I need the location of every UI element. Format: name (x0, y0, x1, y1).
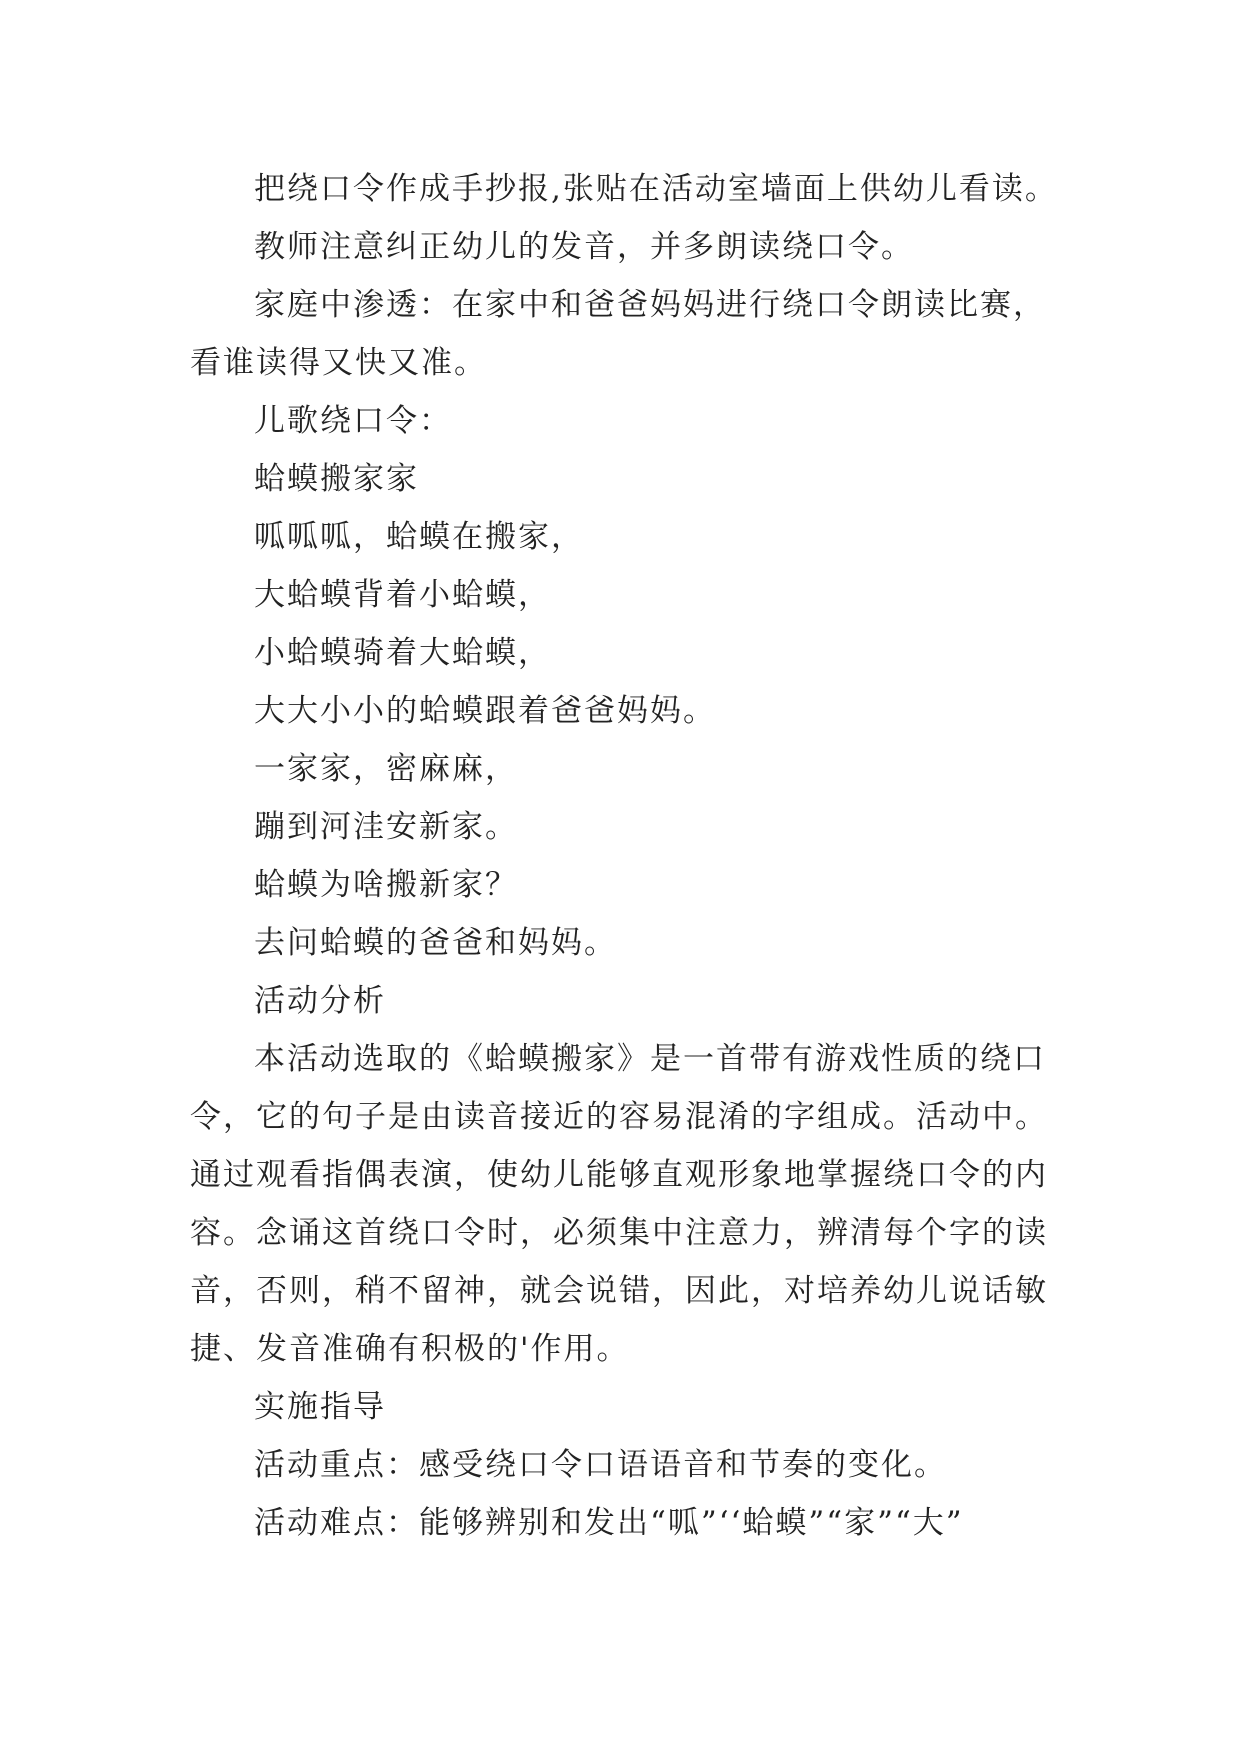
paragraph-line: 把绕口令作成手抄报,张贴在活动室墙面上供幼儿看读。 (254, 171, 1058, 207)
poem-title: 蛤蟆搬家家 (254, 461, 419, 497)
poem-line: 去问蛤蟆的爸爸和妈妈。 (254, 925, 617, 961)
paragraph-line: 活动难点：能够辨别和发出“呱”‘‘蛤蟆”“家”“大” (254, 1505, 964, 1541)
section-heading: 活动分析 (254, 983, 386, 1019)
poem-line: 大蛤蟆背着小蛤蟆， (254, 577, 551, 613)
paragraph-line: 容。念诵这首绕口令时，必须集中注意力，辨清每个字的读 (190, 1215, 1048, 1251)
paragraph-line: 通过观看指偶表演，使幼儿能够直观形象地掌握绕口令的内 (190, 1157, 1048, 1193)
body-text (190, 160, 1090, 1552)
poem-line: 小蛤蟆骑着大蛤蟆， (254, 635, 551, 671)
paragraph-line: 家庭中渗透：在家中和爸爸妈妈进行绕口令朗读比赛， (254, 287, 1046, 323)
paragraph-line: 音，否则，稍不留神，就会说错，因此，对培养幼儿说话敏 (190, 1273, 1048, 1309)
paragraph-line: 本活动选取的《蛤蟆搬家》是一首带有游戏性质的绕口 (254, 1041, 1046, 1077)
paragraph-line: 教师注意纠正幼儿的发音，并多朗读绕口令。 (254, 229, 914, 265)
paragraph-line: 活动重点：感受绕口令口语语音和节奏的变化。 (254, 1447, 947, 1483)
poem-line: 呱呱呱，蛤蟆在搬家， (254, 519, 584, 555)
section-heading: 实施指导 (254, 1389, 386, 1425)
poem-line: 蛤蟆为啥搬新家？ (254, 867, 518, 903)
section-heading: 儿歌绕口令： (254, 403, 452, 439)
poem-line: 大大小小的蛤蟆跟着爸爸妈妈。 (254, 693, 716, 729)
poem-line: 蹦到河洼安新家。 (254, 809, 518, 845)
paragraph-line: 捷、发音准确有积极的'作用。 (190, 1331, 630, 1367)
paragraph-line: 令，它的句子是由读音接近的容易混淆的字组成。活动中。 (190, 1099, 1048, 1135)
paragraph-line: 看谁读得又快又准。 (190, 345, 487, 381)
poem-line: 一家家，密麻麻， (254, 751, 518, 787)
